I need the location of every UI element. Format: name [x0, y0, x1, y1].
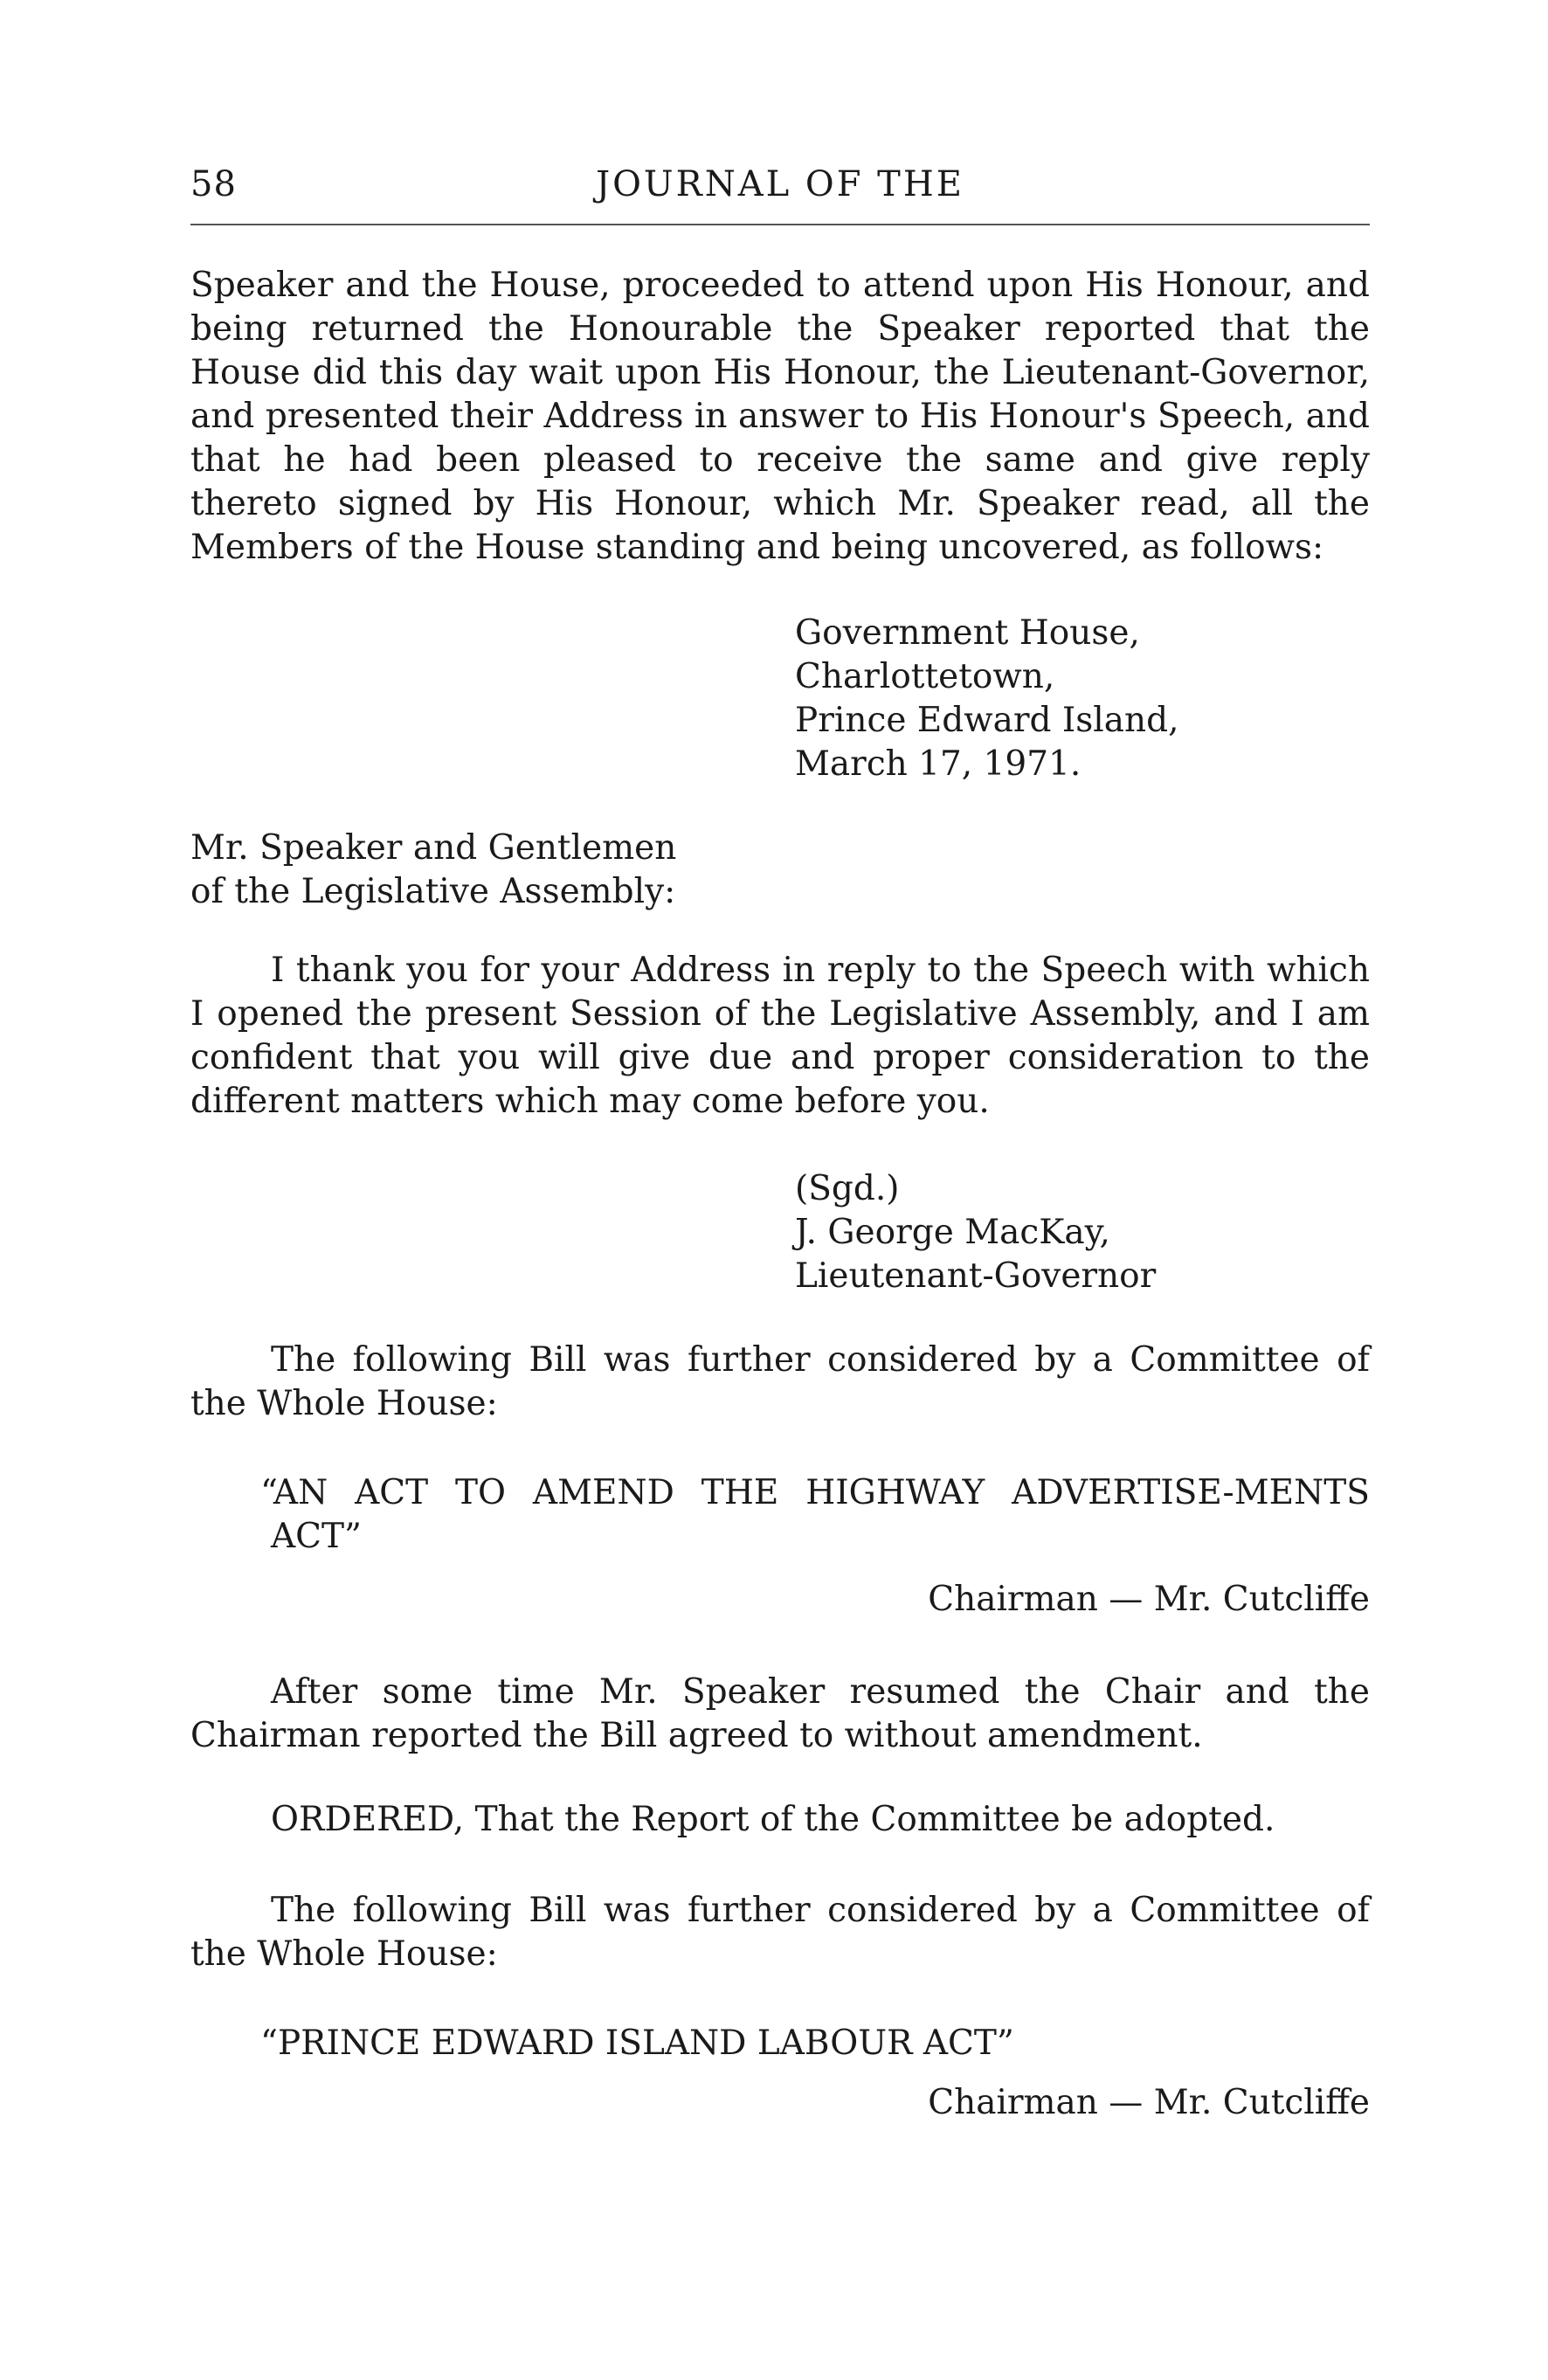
- reply-paragraph-text: I thank you for your Address in reply to the Speech with which I opened the present Session of the Legislative Assembly, and I am confident that you will give due and proper consideration to the different matters which may come before you.: [190, 951, 1370, 1121]
- bill1-chairman: [190, 1578, 1370, 1622]
- address-line-4: March 17, 1971.: [795, 744, 1082, 784]
- opening-paragraph: [190, 264, 1370, 570]
- bill1-intro: [190, 1339, 1370, 1426]
- bill2-chairman-text: Chairman — Mr. Cutcliffe: [928, 2083, 1370, 2122]
- signature-block: [795, 1167, 1363, 1298]
- bill1-report-text: After some time Mr. Speaker resumed the Chair and the Chairman reported the Bill agreed to without amendment.: [190, 1672, 1370, 1755]
- signature-line-3: Lieutenant-Governor: [795, 1256, 1157, 1296]
- bill1-report: [190, 1671, 1370, 1758]
- salutation-line-1: Mr. Speaker and Gentlemen: [190, 828, 677, 868]
- bill1-title: [260, 1471, 1370, 1559]
- header-rule: [190, 224, 1370, 225]
- bill2-intro: [190, 1889, 1370, 1976]
- signature-line-1: (Sgd.): [795, 1169, 900, 1208]
- signature-line-2: J. George MacKay,: [795, 1213, 1110, 1252]
- page-header: [190, 164, 1370, 217]
- address-line-2: Charlottetown,: [795, 657, 1055, 696]
- bill1-intro-text: The following Bill was further considered by a Committee of the Whole House:: [190, 1340, 1370, 1423]
- address-block: [795, 612, 1363, 786]
- running-head: JOURNAL OF THE: [596, 164, 964, 204]
- bill2-intro-text: The following Bill was further considered by a Committee of the Whole House:: [190, 1891, 1370, 1974]
- reply-paragraph: [190, 949, 1370, 1124]
- salutation-line-2: of the Legislative Assembly:: [190, 872, 676, 911]
- opening-paragraph-text: Speaker and the House, proceeded to attend upon His Honour, and being returned the Honourable the Speaker reported that the House did this day wait upon His Honour, the Lieutenant-Governor, and presented their Address in answer to His Honour's Speech, and that he had been pleased to receive the same and give reply thereto signed by His Honour, which Mr. Speaker read, all the Members of the House standing and being uncovered, as follows:: [190, 266, 1370, 567]
- address-line-1: Government House,: [795, 613, 1140, 653]
- page-number: 58: [190, 164, 237, 204]
- salutation: [190, 827, 977, 914]
- bill1-chairman-text: Chairman — Mr. Cutcliffe: [928, 1580, 1370, 1619]
- ordered-paragraph: [190, 1798, 1370, 1842]
- bill2-title-text: “PRINCE EDWARD ISLAND LABOUR ACT”: [260, 2024, 1014, 2063]
- address-line-3: Prince Edward Island,: [795, 701, 1179, 740]
- bill2-title: [260, 2022, 1370, 2065]
- ordered-text: ORDERED, That the Report of the Committee be adopted.: [271, 1800, 1275, 1839]
- bill1-title-text: “AN ACT TO AMEND THE HIGHWAY ADVERTISE-MENTS ACT”: [260, 1473, 1370, 1556]
- bill2-chairman: [190, 2081, 1370, 2125]
